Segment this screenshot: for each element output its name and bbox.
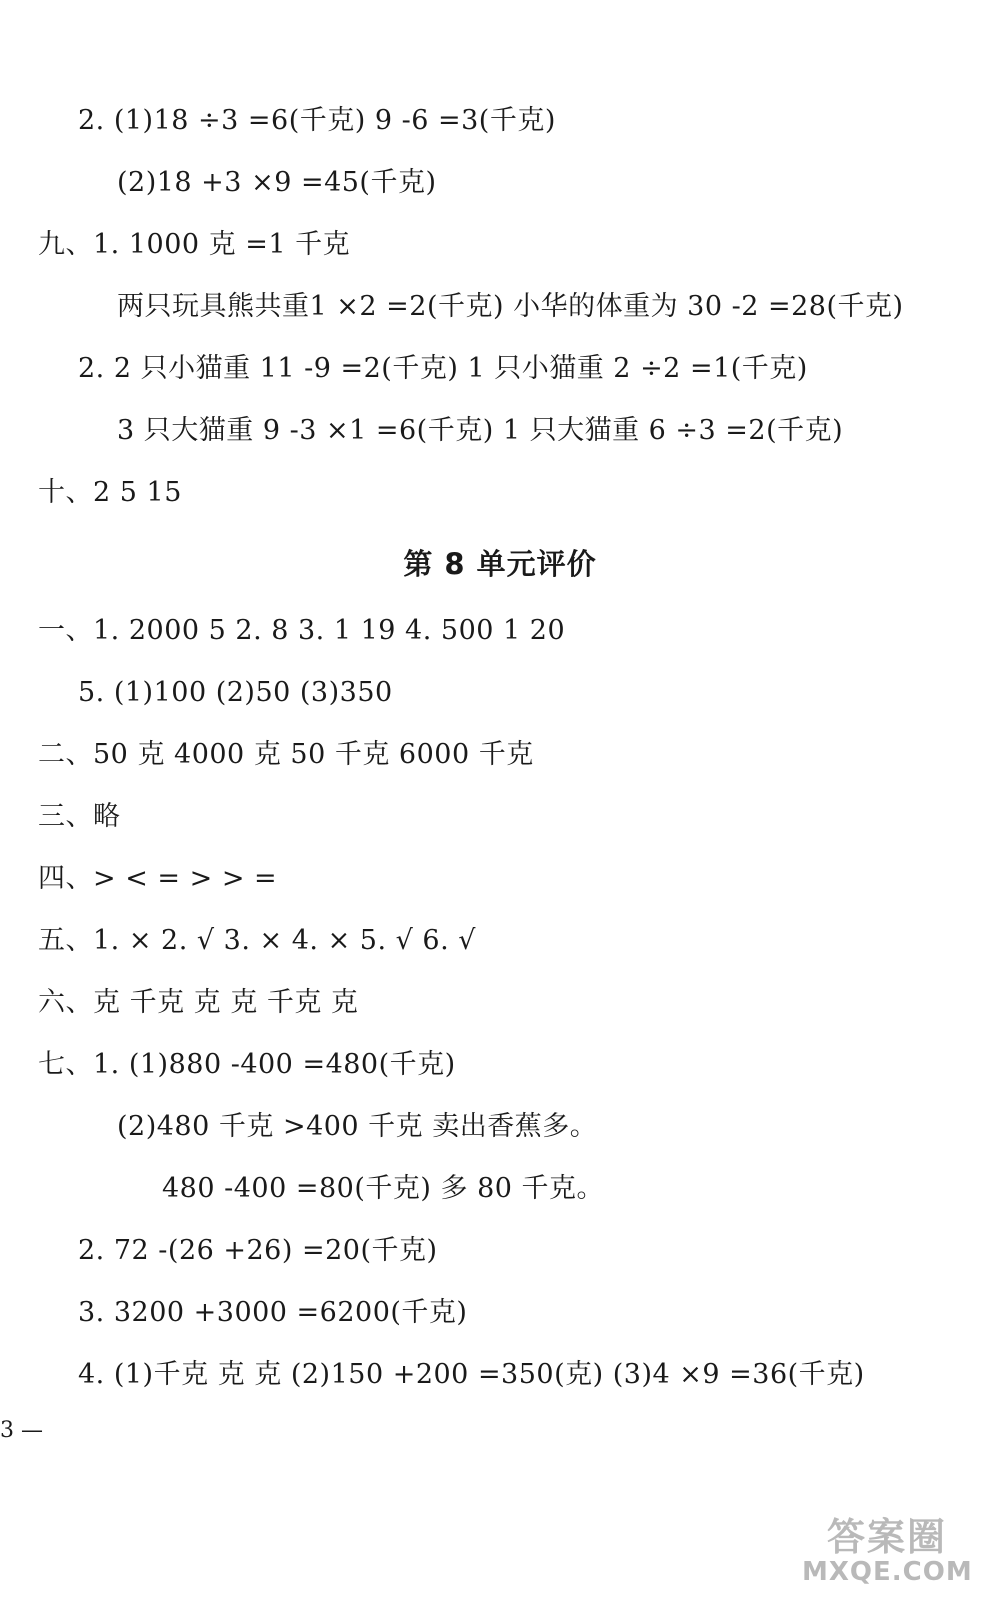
- watermark-logo: [802, 1516, 972, 1588]
- answer-line: 两只玩具熊共重1 ×2 =2(千克) 小华的体重为 30 -2 =28(千克): [117, 291, 904, 322]
- answer-line: 2. (1)18 ÷3 =6(千克) 9 -6 =3(千克): [78, 105, 556, 136]
- section-title: 第 8 单元评价: [403, 547, 597, 581]
- watermark-text: 答案圈: [826, 1515, 947, 1559]
- answer-line: 七、1. (1)880 -400 =480(千克): [38, 1049, 456, 1080]
- answer-line: (2)480 千克 >400 千克 卖出香蕉多。: [117, 1111, 598, 1142]
- page-number: 3 —: [0, 1418, 43, 1443]
- answer-line: 4. (1)千克 克 克 (2)150 +200 =350(克) (3)4 ×9 =36(千克): [78, 1359, 865, 1390]
- answer-line: 2. 2 只小猫重 11 -9 =2(千克) 1 只小猫重 2 ÷2 =1(千克): [78, 353, 808, 384]
- answer-line: 3. 3200 +3000 =6200(千克): [78, 1297, 468, 1328]
- answer-line: 十、2 5 15: [38, 477, 182, 508]
- answer-line: 二、50 克 4000 克 50 千克 6000 千克: [38, 739, 534, 770]
- answer-line: 九、1. 1000 克 =1 千克: [38, 229, 351, 260]
- answer-line: 一、1. 2000 5 2. 8 3. 1 19 4. 500 1 20: [38, 615, 566, 646]
- answer-line: 五、1. × 2. √ 3. × 4. × 5. √ 6. √: [38, 925, 476, 956]
- answer-line: (2)18 +3 ×9 =45(千克): [117, 167, 437, 198]
- answer-line: 3 只大猫重 9 -3 ×1 =6(千克) 1 只大猫重 6 ÷3 =2(千克): [117, 415, 844, 446]
- watermark-url: MXQE.COM: [802, 1557, 973, 1587]
- answer-line: 四、> < = > > =: [38, 863, 278, 894]
- answer-line: 2. 72 -(26 +26) =20(千克): [78, 1235, 438, 1266]
- answer-line: 480 -400 =80(千克) 多 80 千克。: [162, 1173, 605, 1204]
- answer-line: 六、克 千克 克 克 千克 克: [38, 987, 359, 1018]
- answer-line: 5. (1)100 (2)50 (3)350: [78, 677, 393, 708]
- answer-line: 三、略: [38, 801, 121, 832]
